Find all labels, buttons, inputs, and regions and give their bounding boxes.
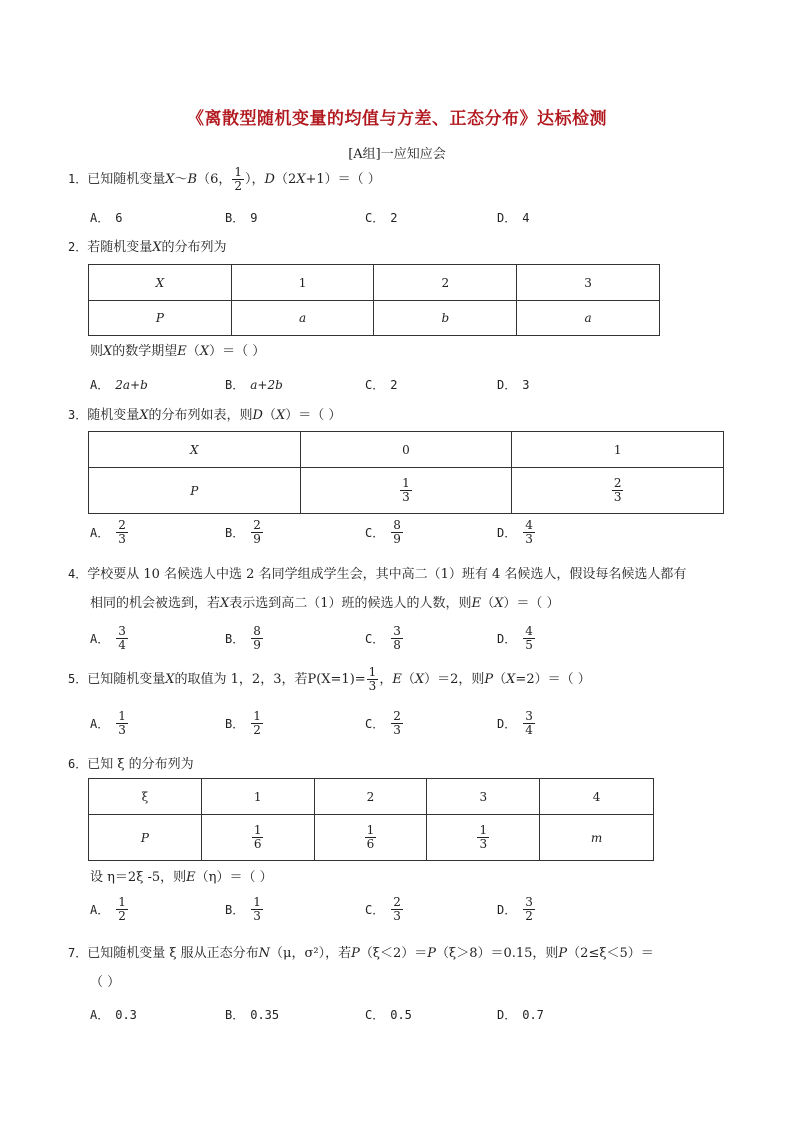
q4-option-c[interactable]: C． $\frac{3}{8}$ [365, 624, 401, 652]
q6-option-d[interactable]: D． $\frac{3}{2}$ [497, 895, 533, 923]
q7-option-b[interactable]: B． 0.35 [225, 1007, 280, 1022]
question-1: 1．已知随机变量X～B（6， $\frac{1}{2}$ ），D（2X+1）＝（ ） [68, 165, 381, 193]
table-cell [512, 468, 724, 514]
q3-option-d[interactable]: D． $\frac{4}{3}$ [497, 518, 533, 546]
q1-option-c[interactable]: C． 2 [365, 210, 398, 225]
question-7: 7．已知随机变量 ξ 服从正态分布N（μ，σ²），若P（ξ＜2）＝P（ξ＞8）＝0.15，则P（2≤ξ＜5）＝ [68, 946, 654, 961]
table-cell: P [89, 301, 232, 336]
table-cell: 2 [374, 265, 517, 301]
question-4-line2: 相同的机会被选到，若X表示选到高二（1）班的候选人的人数，则E（X）＝（ ） [90, 596, 560, 611]
table-cell: P [89, 468, 301, 514]
q7-options [90, 1006, 730, 1032]
question-5: 5．已知随机变量X的取值为 1，2，3，若P(X=1)= $\frac{1}{3}$ ，E（X）＝2，则P（X=2）＝（ ） [68, 665, 591, 693]
table-cell: 3 [517, 265, 660, 301]
q3-option-b[interactable]: B． $\frac{2}{9}$ [225, 518, 261, 546]
table-cell: 0 [300, 432, 512, 468]
fraction: $\frac{1}{6}$ [366, 823, 375, 851]
fraction: $\frac{2}{3}$ [613, 476, 622, 504]
table-cell: ξ [89, 779, 202, 815]
q7-option-a[interactable]: A． 0.3 [90, 1007, 137, 1022]
q4-option-b[interactable]: B． $\frac{8}{9}$ [225, 624, 261, 652]
q5-option-b[interactable]: B． $\frac{1}{2}$ [225, 709, 261, 737]
table-cell [427, 815, 540, 861]
fraction: $\frac{1}{3}$ [402, 476, 410, 504]
q1-option-b[interactable]: B． 9 [225, 210, 258, 225]
table-cell: X [89, 265, 232, 301]
table-cell: a [231, 301, 374, 336]
q4-option-a[interactable]: A． $\frac{3}{4}$ [90, 624, 126, 652]
q3-distribution-table [88, 431, 724, 514]
table-cell [201, 815, 314, 861]
fraction: $\frac{1}{6}$ [253, 823, 262, 851]
table-cell: 3 [427, 779, 540, 815]
q3-option-c[interactable]: C． $\frac{8}{9}$ [365, 518, 401, 546]
q2-distribution-table [88, 264, 660, 336]
table-cell: 1 [512, 432, 724, 468]
q5-option-a[interactable]: A． $\frac{1}{3}$ [90, 709, 126, 737]
table-cell: a [517, 301, 660, 336]
q6-options [90, 896, 730, 930]
section-subtitle: [A组]一应知应会 [348, 147, 446, 162]
question-6: 6．已知 ξ 的分布列为 [68, 757, 194, 772]
fraction: $\frac{1}{2}$ [234, 165, 243, 193]
question-2: 2．若随机变量X的分布列为 [68, 240, 227, 255]
question-4: 4．学校要从 10 名候选人中选 2 名同学组成学生会，其中高二（1）班有 4 名候选人，假设每名候选人都有 [68, 567, 687, 582]
table-cell: P [89, 815, 202, 861]
table-cell: 1 [231, 265, 374, 301]
table-cell [300, 468, 512, 514]
table-cell: 4 [540, 779, 654, 815]
q6-option-b[interactable]: B． $\frac{1}{3}$ [225, 895, 261, 923]
question-7-line2: （ ） [90, 975, 121, 990]
q7-option-d[interactable]: D． 0.7 [497, 1007, 544, 1022]
table-cell: 2 [314, 779, 427, 815]
q4-options [90, 625, 730, 659]
q6-option-a[interactable]: A． $\frac{1}{2}$ [90, 895, 126, 923]
table-cell: b [374, 301, 517, 336]
q6-option-c[interactable]: C． $\frac{2}{3}$ [365, 895, 401, 923]
question-2-follow: 则X的数学期望E（X）＝（ ） [90, 344, 266, 359]
question-3: 3．随机变量X的分布列如表，则D（X）＝（ ） [68, 408, 342, 423]
q5-option-d[interactable]: D． $\frac{3}{4}$ [497, 709, 533, 737]
table-cell: 1 [201, 779, 314, 815]
q5-option-c[interactable]: C． $\frac{2}{3}$ [365, 709, 401, 737]
table-cell: X [89, 432, 301, 468]
table-cell [314, 815, 427, 861]
q2-option-d[interactable]: D． 3 [497, 377, 530, 392]
q5-options [90, 710, 730, 744]
q2-option-b[interactable]: B． a+2b [225, 377, 283, 392]
q7-option-c[interactable]: C． 0.5 [365, 1007, 412, 1022]
q1-option-a[interactable]: A． 6 [90, 210, 123, 225]
q4-option-d[interactable]: D． $\frac{4}{5}$ [497, 624, 533, 652]
q3-options [90, 519, 730, 553]
page-title: 《离散型随机变量的均值与方差、正态分布》达标检测 [187, 109, 607, 129]
fraction: $\frac{1}{3}$ [479, 823, 488, 851]
q1-option-d[interactable]: D． 4 [497, 210, 530, 225]
q6-distribution-table [88, 778, 654, 861]
q1-options [90, 209, 730, 235]
q2-options [90, 376, 730, 402]
fraction: $\frac{1}{3}$ [368, 665, 377, 693]
q2-option-a[interactable]: A． 2a+b [90, 377, 148, 392]
question-6-follow: 设 η＝2ξ -5，则E（η）＝（ ） [90, 870, 273, 885]
q3-option-a[interactable]: A． $\frac{2}{3}$ [90, 518, 126, 546]
q2-option-c[interactable]: C． 2 [365, 377, 398, 392]
table-cell: m [540, 815, 654, 861]
